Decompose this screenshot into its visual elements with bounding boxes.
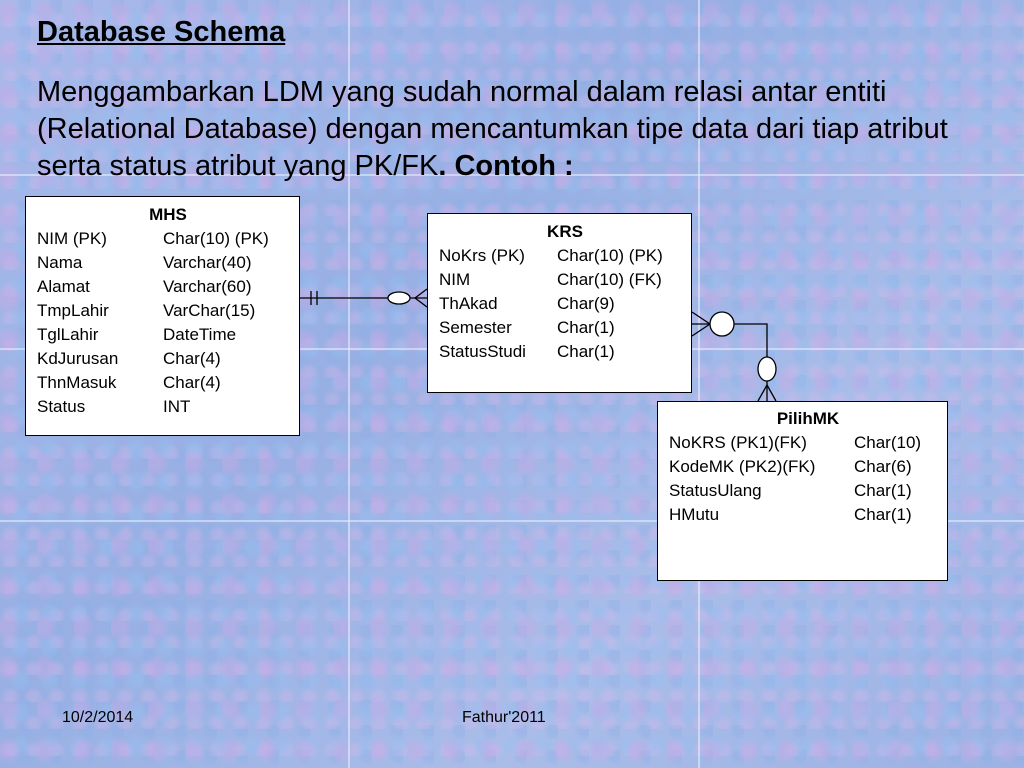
attribute-name: Nama bbox=[37, 253, 83, 272]
intro-text: Menggambarkan LDM yang sudah normal dalam relasi antar entiti (Relational Database) dengan mencantumkan tipe data dari tiap atribut serta status atribut yang PK/FK bbox=[37, 76, 948, 182]
attribute-row bbox=[439, 316, 691, 340]
attribute-row bbox=[37, 371, 299, 395]
attribute-name: KdJurusan bbox=[37, 349, 119, 368]
intro-paragraph bbox=[37, 74, 987, 185]
footer-author: Fathur'2011 bbox=[462, 709, 546, 726]
relation-krs-pilihmk bbox=[692, 312, 776, 401]
crow-foot bbox=[758, 385, 767, 401]
attribute-type: Varchar(40) bbox=[163, 253, 252, 272]
attribute-name: TmpLahir bbox=[37, 301, 109, 320]
attribute-type: Char(10) (PK) bbox=[557, 246, 663, 265]
attribute-row bbox=[669, 431, 947, 455]
attribute-type: VarChar(15) bbox=[163, 301, 256, 320]
attribute-name: HMutu bbox=[669, 505, 720, 524]
attribute-type: Varchar(60) bbox=[163, 277, 252, 296]
attribute-type: Char(4) bbox=[163, 373, 221, 392]
attribute-row bbox=[439, 268, 691, 292]
entity-pilihmk bbox=[657, 401, 948, 581]
relation-line bbox=[734, 324, 767, 357]
attribute-type: Char(10) bbox=[854, 433, 922, 452]
attribute-type: DateTime bbox=[163, 325, 237, 344]
attribute-name: NoKRS (PK1)(FK) bbox=[669, 433, 807, 452]
entity-mhs bbox=[25, 196, 300, 436]
attribute-name: NIM (PK) bbox=[37, 229, 107, 248]
attribute-row bbox=[669, 503, 947, 527]
attribute-row bbox=[37, 227, 299, 251]
optional-circle bbox=[758, 357, 776, 381]
attribute-type: Char(10) (PK) bbox=[163, 229, 269, 248]
attribute-name: TglLahir bbox=[37, 325, 99, 344]
crow-foot bbox=[415, 298, 427, 307]
attribute-name: StatusUlang bbox=[669, 481, 762, 500]
crow-foot bbox=[692, 324, 710, 336]
attribute-row bbox=[439, 292, 691, 316]
attribute-name: ThnMasuk bbox=[37, 373, 117, 392]
attribute-row bbox=[669, 455, 947, 479]
attribute-name: NIM bbox=[439, 270, 471, 289]
attribute-type: Char(10) (FK) bbox=[557, 270, 662, 289]
footer-date: 10/2/2014 bbox=[62, 709, 134, 726]
relation-mhs-krs bbox=[300, 289, 427, 307]
attribute-name: StatusStudi bbox=[439, 342, 526, 361]
optional-circle bbox=[388, 292, 410, 304]
attribute-type: Char(1) bbox=[854, 505, 912, 524]
attribute-row bbox=[439, 340, 691, 364]
attribute-type: Char(1) bbox=[854, 481, 912, 500]
attribute-row bbox=[37, 275, 299, 299]
attribute-name: ThAkad bbox=[439, 294, 498, 313]
attribute-type: Char(1) bbox=[557, 318, 615, 337]
attribute-row bbox=[439, 244, 691, 268]
attribute-name: Semester bbox=[439, 318, 512, 337]
attribute-row bbox=[37, 251, 299, 275]
attribute-type: INT bbox=[163, 397, 191, 416]
crow-foot bbox=[415, 289, 427, 298]
entity-krs bbox=[427, 213, 692, 393]
attribute-row bbox=[37, 395, 299, 419]
attribute-row bbox=[37, 347, 299, 371]
attribute-name: NoKrs (PK) bbox=[439, 246, 525, 265]
attribute-name: Status bbox=[37, 397, 86, 416]
attribute-type: Char(6) bbox=[854, 457, 912, 476]
attribute-name: Alamat bbox=[37, 277, 90, 296]
attribute-name: KodeMK (PK2)(FK) bbox=[669, 457, 816, 476]
attribute-row bbox=[37, 323, 299, 347]
attribute-row bbox=[669, 479, 947, 503]
crow-foot bbox=[692, 312, 710, 324]
attribute-type: Char(1) bbox=[557, 342, 615, 361]
entity-name: PilihMK bbox=[776, 409, 840, 428]
crow-foot bbox=[767, 385, 776, 401]
attribute-type: Char(9) bbox=[557, 294, 615, 313]
optional-circle bbox=[710, 312, 734, 336]
entity-name: KRS bbox=[547, 222, 583, 241]
attribute-row bbox=[37, 299, 299, 323]
attribute-type: Char(4) bbox=[163, 349, 221, 368]
slide-title: Database Schema bbox=[37, 16, 286, 48]
intro-emphasis: . Contoh : bbox=[438, 150, 574, 182]
entity-name: MHS bbox=[149, 205, 187, 224]
